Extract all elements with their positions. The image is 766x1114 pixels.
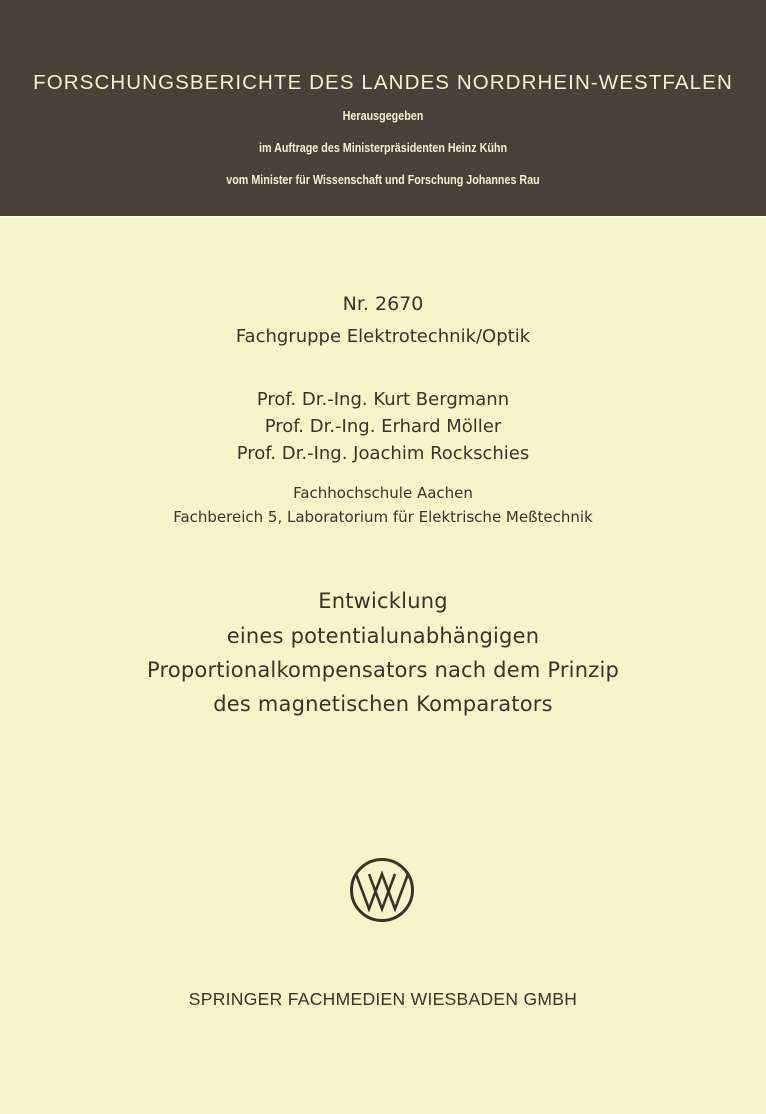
publisher-name: SPRINGER FACHMEDIEN WIESBADEN GMBH [188,989,578,1009]
title-line: Entwicklung [318,589,448,613]
author: Prof. Dr.-Ing. Joachim Rockschies [236,443,530,464]
author: Prof. Dr.-Ing. Kurt Bergmann [256,389,510,410]
report-number: Nr. 2670 [342,293,424,315]
subject-group: Fachgruppe Elektrotechnik/Optik [235,326,531,347]
title-line: des magnetischen Komparators [213,692,553,716]
title-line: Proportionalkompensators nach dem Prinzip [146,658,620,682]
header-band [0,0,766,216]
title-line: eines potentialunabhängigen [226,624,540,648]
author: Prof. Dr.-Ing. Erhard Möller [264,416,502,437]
series-title: FORSCHUNGSBERICHTE DES LANDES NORDRHEIN-WESTFALEN [33,71,733,94]
publisher-logo-icon [349,857,415,923]
minister-line: vom Minister für Wissenschaft und Forschung Johannes Rau [226,173,540,187]
band-divider [0,216,766,218]
institution-department: Fachbereich 5, Laboratorium für Elektrische Meßtechnik [173,508,593,526]
editor-line: Herausgegeben [342,109,424,123]
commission-line: im Auftrage des Ministerpräsidenten Heinz Kühn [258,141,508,155]
institution-school: Fachhochschule Aachen [293,484,473,502]
